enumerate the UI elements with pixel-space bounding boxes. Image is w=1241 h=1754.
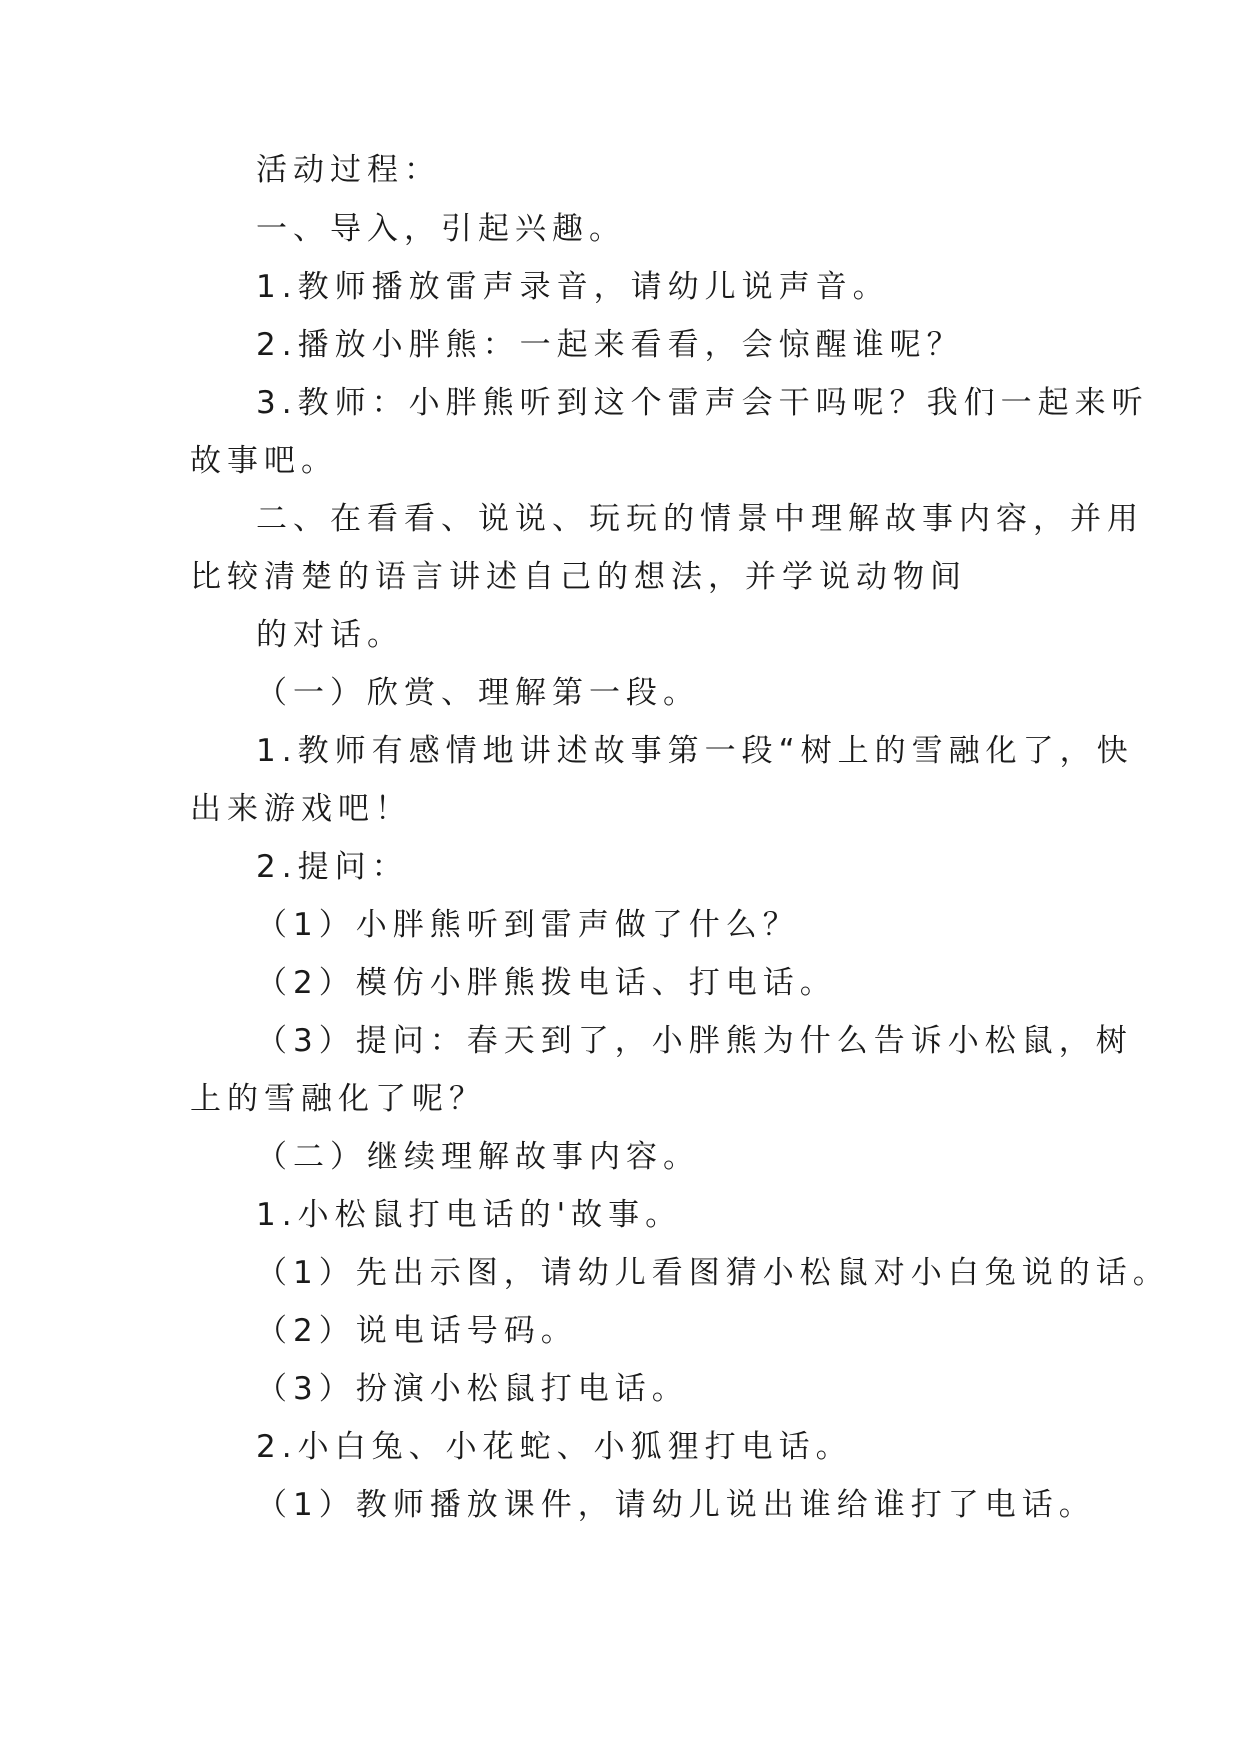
- list-item: （2）模仿小胖熊拨电话、打电话。: [256, 965, 837, 1001]
- subsection-heading-part-two: （二）继续理解故事内容。: [256, 1139, 700, 1175]
- section-heading-understanding: 二、在看看、说说、玩玩的情景中理解故事内容，并用: [256, 501, 1144, 537]
- heading-activity-process: 活动过程：: [256, 152, 441, 188]
- paragraph-line-continued: 故事吧。: [190, 443, 338, 479]
- list-item: （3）扮演小松鼠打电话。: [256, 1371, 689, 1407]
- list-item: （2）说电话号码。: [256, 1313, 578, 1349]
- paragraph-line: 的对话。: [256, 617, 404, 653]
- paragraph-line-continued: 比较清楚的语言讲述自己的想法，并学说动物间: [190, 559, 967, 595]
- paragraph-line: 1.教师有感情地讲述故事第一段“树上的雪融化了，快: [256, 733, 1134, 769]
- paragraph-line-continued: 出来游戏吧！: [190, 791, 412, 827]
- paragraph-line-continued: 上的雪融化了呢？: [190, 1081, 486, 1117]
- paragraph-line: 2.播放小胖熊：一起来看看，会惊醒谁呢？: [256, 327, 964, 363]
- list-item: （1）小胖熊听到雷声做了什么？: [256, 907, 800, 943]
- section-heading-intro: 一、导入，引起兴趣。: [256, 211, 626, 247]
- paragraph-line: 1.小松鼠打电话的'故事。: [256, 1197, 683, 1233]
- list-item: （3）提问：春天到了，小胖熊为什么告诉小松鼠，树: [256, 1023, 1133, 1059]
- paragraph-line: 3.教师：小胖熊听到这个雷声会干吗呢？我们一起来听: [256, 385, 1149, 421]
- subsection-heading-part-one: （一）欣赏、理解第一段。: [256, 675, 700, 711]
- list-item: （1）先出示图，请幼儿看图猜小松鼠对小白兔说的话。: [256, 1255, 1170, 1291]
- paragraph-line: 2.小白兔、小花蛇、小狐狸打电话。: [256, 1429, 853, 1465]
- paragraph-line: 1.教师播放雷声录音，请幼儿说声音。: [256, 269, 890, 305]
- paragraph-line: 2.提问：: [256, 849, 409, 885]
- list-item: （1）教师播放课件，请幼儿说出谁给谁打了电话。: [256, 1487, 1096, 1523]
